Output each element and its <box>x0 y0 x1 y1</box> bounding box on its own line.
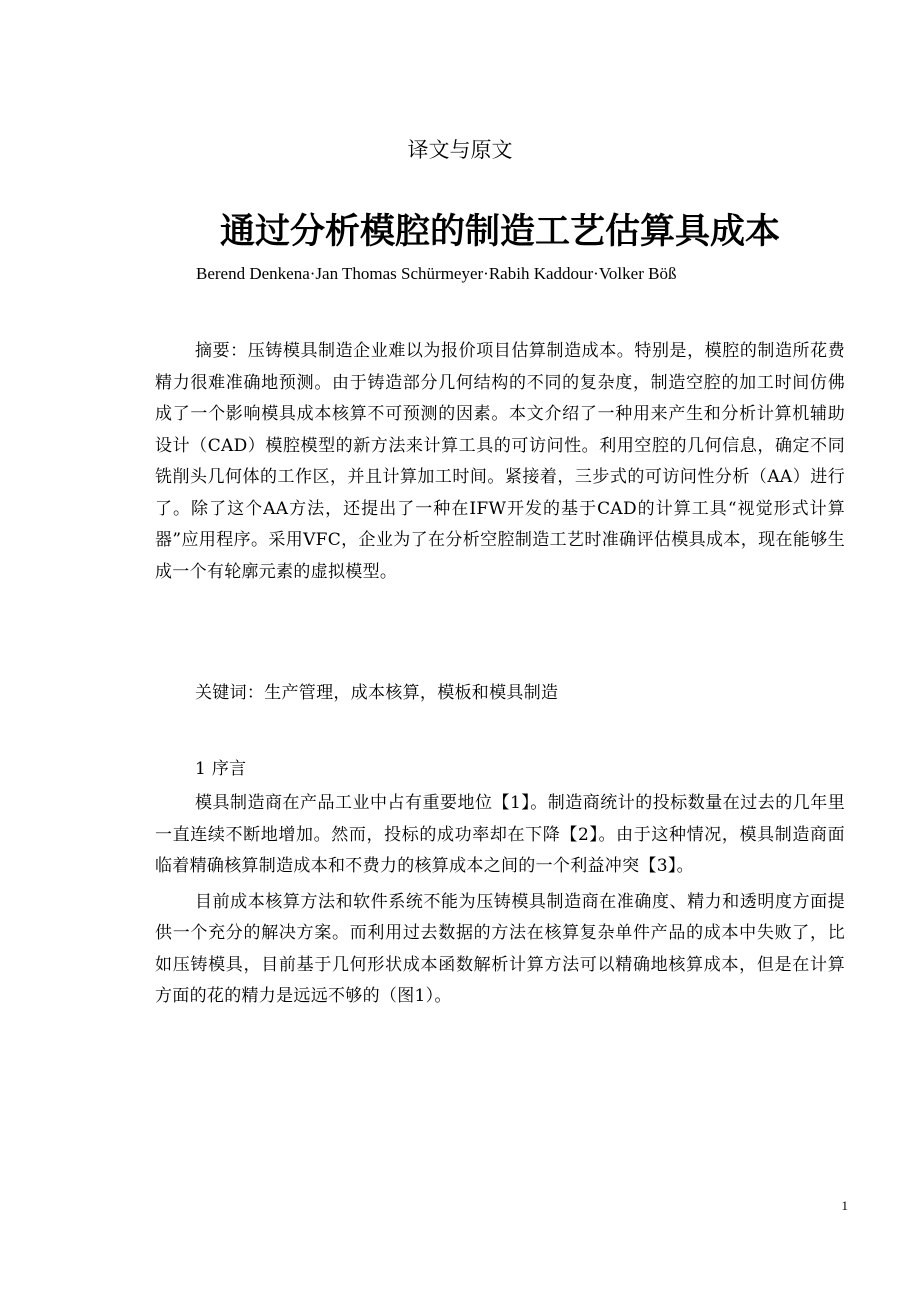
introduction-section <box>155 788 845 1013</box>
page-number: 1 <box>841 1198 848 1213</box>
abstract-section <box>155 336 845 588</box>
section-heading <box>155 754 845 786</box>
keywords-paragraph: 关键词：生产管理，成本核算，模板和模具制造 <box>195 683 559 703</box>
intro-paragraph-2: 目前成本核算方法和软件系统不能为压铸模具制造商在准确度、精力和透明度方面提供一个充分的解决方案。而利用过去数据的方法在核算复杂单件产品的成本中失败了，比如压铸模具，目前基于几何形状成本函数解析计算方法可以精确地核算成本，但是在计算方面的花的精力是远远不够的（图1）。 <box>155 891 845 1006</box>
header-title: 译文与原文 <box>407 138 513 162</box>
keywords-section <box>155 678 845 710</box>
section-heading-text: 1 序言 <box>195 759 247 779</box>
authors-line: Berend Denkena·Jan Thomas Schürmeyer·Rabih Kaddour·Volker Böß <box>196 264 677 283</box>
intro-paragraph-1: 模具制造商在产品工业中占有重要地位【1】。制造商统计的投标数量在过去的几年里一直连续不断地增加。然而，投标的成功率却在下降【2】。由于这种情况，模具制造商面临着精确核算制造成本和不费力的核算成本之间的一个利益冲突【3】。 <box>155 793 845 876</box>
main-title: 通过分析模腔的制造工艺估算具成本 <box>219 212 780 252</box>
abstract-paragraph: 摘要：压铸模具制造企业难以为报价项目估算制造成本。特别是，模腔的制造所花费精力很难准确地预测。由于铸造部分几何结构的不同的复杂度，制造空腔的加工时间仿佛成了一个影响模具成本核算不可预测的因素。本文介绍了一种用来产生和分析计算机辅助设计（CAD）模腔模型的新方法来计算工具的可访问性。利用空腔的几何信息，确定不同铣削头几何体的工作区，并且计算加工时间。紧接着，三步式的可访问性分析（AA）进行了。除了这个AA方法，还提出了一种在IFW开发的基于CAD的计算工具“视觉形式计算器”应用程序。采用VFC，企业为了在分析空腔制造工艺时准确评估模具成本，现在能够生成一个有轮廓元素的虚拟模型。 <box>155 341 845 582</box>
